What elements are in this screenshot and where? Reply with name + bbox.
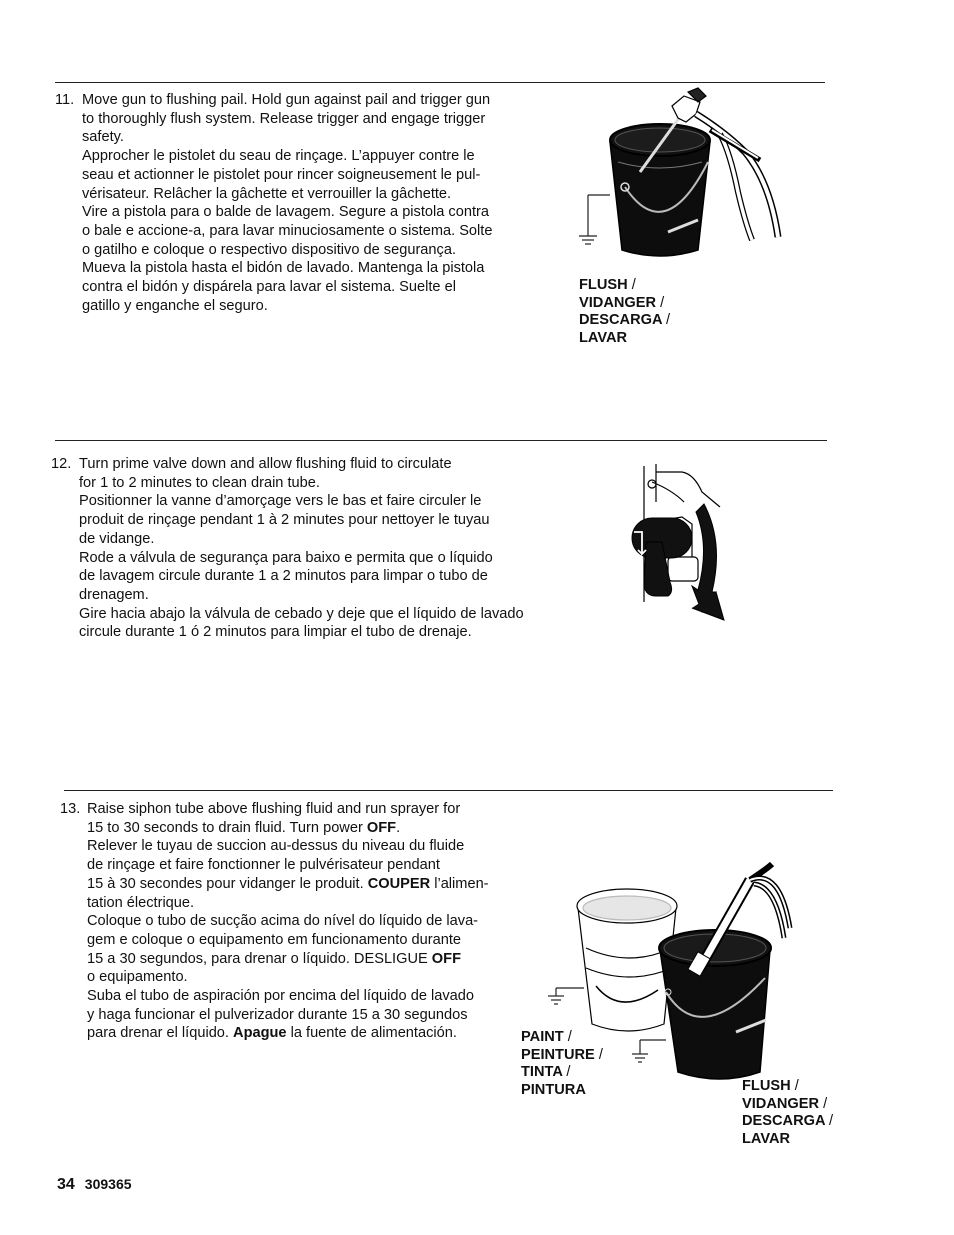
step-13-fr-3: [87, 875, 489, 894]
step-13-pt-4: [87, 968, 489, 987]
step-12-es-1: Gire hacia abajo la válvula de cebado y deje que el líquido de lavado: [79, 605, 524, 622]
step-13-caption-flush: FLUSH / VIDANGER / DESCARGA / LAVAR: [742, 1078, 834, 1147]
step-13-body: [87, 800, 489, 1043]
text-run: la fuente de alimentación.: [286, 1025, 457, 1042]
flush-pail-gun-figure: [570, 92, 790, 252]
step-12-fr-1: Positionner la vanne d’amorçage vers le bas et faire circuler le: [79, 493, 482, 510]
emphasis-text: Apague: [233, 1025, 287, 1042]
step-13-en-1: [87, 800, 489, 819]
section-rule-13: [64, 790, 833, 791]
section-rule-12: [55, 440, 827, 441]
step-11-pt-2: o bale e accione-a, para lavar minuciosamente o sistema. Solte: [82, 222, 493, 239]
caption-paint: PAINT: [521, 1029, 564, 1045]
emphasis-text: COUPER: [367, 875, 431, 892]
step-13-es-3: [87, 1024, 489, 1043]
document-number: 309365: [84, 1176, 132, 1192]
text-run: 15 to 30 seconds to drain fluid. Turn power: [87, 819, 367, 836]
step-13-fr-4: [87, 894, 489, 913]
page-footer: [57, 1176, 132, 1194]
step-13-pt-2: [87, 931, 489, 950]
text-run: Raise siphon tube above flushing fluid and run sprayer for: [87, 801, 461, 817]
step-12-pt-2: de lavagem circule durante 1 a 2 minutos para limpar o tubo de: [79, 568, 488, 585]
step-11-caption: FLUSH / VIDANGER / DESCARGA / LAVAR: [579, 277, 671, 346]
step-11-en-3: safety.: [82, 129, 124, 146]
step-13-es-1: [87, 987, 489, 1006]
step-11-pt-3: o gatilho e coloque o respectivo dispositivo de segurança.: [82, 241, 457, 258]
step-13-pt-3: [87, 950, 489, 969]
caption-vidanger: VIDANGER: [742, 1095, 820, 1112]
text-run: 15 a 30 segundos, para drenar o líquido. DESLIGUE: [87, 950, 432, 967]
step-11-en-1: Move gun to flushing pail. Hold gun against pail and trigger gun: [82, 92, 491, 108]
text-run: o equipamento.: [87, 969, 188, 986]
text-run: Suba el tubo de aspiración por encima del líquido de lavado: [87, 988, 474, 1005]
page-number: 34: [57, 1176, 75, 1193]
step-12-pt-3: drenagem.: [79, 586, 149, 603]
step-13-fr-2: [87, 856, 489, 875]
caption-lavar: LAVAR: [742, 1130, 791, 1147]
step-number: 12.: [51, 456, 72, 472]
caption-peinture: PEINTURE: [521, 1046, 595, 1063]
step-13-pt-1: [87, 912, 489, 931]
text-run: .: [396, 819, 401, 836]
step-12-fr-3: de vidange.: [79, 530, 155, 547]
step-11-fr-1: Approcher le pistolet du seau de rinçage. L’appuyer contre le: [82, 148, 475, 165]
caption-pintura: PINTURA: [521, 1081, 586, 1098]
step-11-pt-1: Vire a pistola para o balde de lavagem. Segure a pistola contra: [82, 204, 489, 221]
step-13-fr-1: [87, 837, 489, 856]
step-13-es-2: [87, 1006, 489, 1025]
caption-lavar: LAVAR: [579, 329, 628, 346]
caption-tinta: TINTA: [521, 1064, 563, 1080]
text-run: l’alimen-: [430, 875, 489, 892]
text-run: para drenar el líquido.: [87, 1025, 234, 1042]
step-11-es-1: Mueva la pistola hasta el bidón de lavado. Mantenga la pistola: [82, 260, 485, 277]
step-number: 13.: [60, 801, 81, 817]
step-13-caption-paint: PAINT / PEINTURE / TINTA / PINTURA: [521, 1029, 603, 1098]
caption-vidanger: VIDANGER: [579, 294, 657, 311]
step-11-fr-3: vérisateur. Relâcher la gâchette et verrouiller la gâchette.: [82, 185, 452, 202]
step-12-pt-1: Rode a válvula de segurança para baixo e permita que o líquido: [79, 549, 493, 566]
caption-descarga: DESCARGA: [742, 1113, 825, 1129]
text-run: Relever le tuyau de succion au-dessus du niveau du fluide: [87, 838, 465, 855]
ground-symbol-icon: [579, 195, 610, 244]
caption-descarga: DESCARGA: [579, 312, 662, 328]
emphasis-text: OFF: [366, 819, 397, 836]
hose-icon: [696, 114, 778, 240]
text-run: gem e coloque o equipamento em funcionamento durante: [87, 931, 462, 948]
step-number: 11.: [55, 92, 75, 108]
text-run: 15 à 30 secondes pour vidanger le produit.: [87, 875, 368, 892]
step-11-es-2: contra el bidón y dispárela para lavar el sistema. Suelte el: [82, 279, 456, 296]
step-11-fr-2: seau et actionner le pistolet pour rincer soigneusement le pul-: [82, 166, 481, 183]
text-run: y haga funcionar el pulverizador durante 15 a 30 segundos: [87, 1006, 468, 1023]
caption-flush: FLUSH: [742, 1078, 791, 1094]
caption-flush: FLUSH: [579, 277, 628, 293]
section-rule-11: [55, 82, 825, 83]
step-12-es-2: circule durante 1 ó 2 minutos para limpiar el tubo de drenaje.: [79, 624, 472, 641]
step-11-en-2: to thoroughly flush system. Release trigger and engage trigger: [82, 110, 486, 127]
step-11-es-3: gatillo y enganche el seguro.: [82, 297, 268, 314]
text-run: Coloque o tubo de sucção acima do nível do líquido de lava-: [87, 913, 479, 930]
prime-valve-figure: [612, 462, 732, 622]
text-run: de rinçage et faire fonctionner le pulvérisateur pendant: [87, 857, 440, 874]
step-13-en-2: [87, 819, 489, 838]
text-run: tation électrique.: [87, 894, 195, 911]
step-12-fr-2: produit de rinçage pendant 1 à 2 minutes pour nettoyer le tuyau: [79, 512, 490, 529]
step-12-en-2: for 1 to 2 minutes to clean drain tube.: [79, 474, 320, 491]
emphasis-text: OFF: [431, 950, 461, 967]
step-12-en-1: Turn prime valve down and allow flushing fluid to circulate: [79, 456, 452, 472]
